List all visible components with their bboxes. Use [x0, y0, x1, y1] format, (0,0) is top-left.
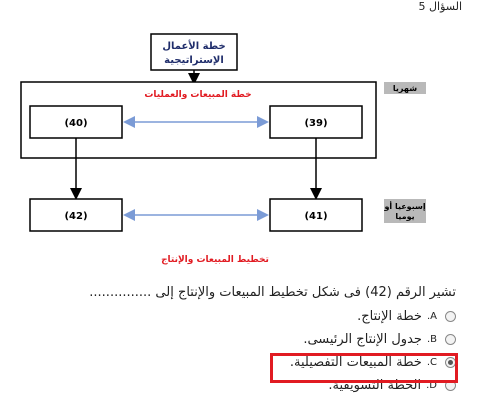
option-text: خطة المبيعات التفصيلية. [289, 355, 422, 370]
bottom-title: تخطيط المبيعات والإنتاج [161, 255, 269, 265]
option-text: جدول الإنتاج الرئيسى. [303, 332, 422, 347]
radio-icon[interactable] [445, 311, 456, 322]
box-39-label: (39) [304, 118, 328, 129]
weekly-side-label-line2: يوميا [395, 212, 415, 221]
option-text: الخطة التسويقية. [328, 378, 422, 393]
monthly-title: خطة المبيعات والعمليات [144, 90, 252, 100]
strategic-plan-line2: الإستراتيجية [164, 55, 224, 66]
option-letter: C. [426, 357, 437, 368]
weekly-side-label-line1: إسبوعيا أو [384, 202, 426, 211]
box-40-label: (40) [64, 118, 88, 129]
option-b[interactable] [16, 328, 456, 351]
radio-icon[interactable] [445, 334, 456, 345]
option-text: خطة الإنتاج. [357, 309, 422, 324]
box-42-label: (42) [64, 211, 88, 222]
answer-highlight-box [270, 353, 458, 383]
box-41-label: (41) [304, 211, 328, 222]
option-a[interactable] [16, 305, 456, 328]
answer-options [16, 305, 456, 397]
monthly-side-label: شهريا [392, 84, 418, 93]
question-number-header: السؤال 5 [418, 0, 462, 13]
option-letter: A. [426, 311, 437, 322]
strategic-plan-line1: خطة الأعمال [162, 41, 226, 52]
option-letter: D. [426, 380, 437, 391]
option-letter: B. [426, 334, 437, 345]
question-text: تشير الرقم (42) فى شكل تخطيط المبيعات والإنتاج إلى ............... [89, 285, 456, 300]
